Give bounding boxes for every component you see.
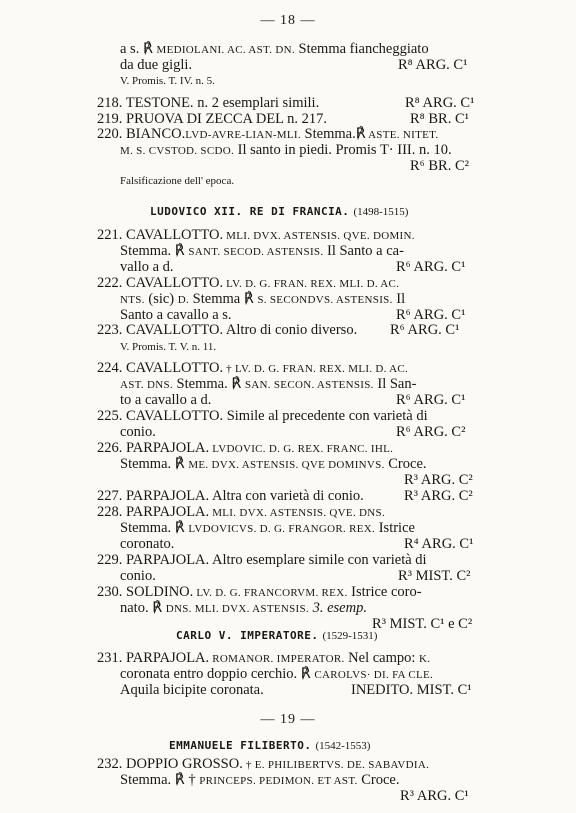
entry-227-rarity: R³ ARG. C² — [404, 488, 473, 504]
entry-224-line-1: 224. CAVALLOTTO. † LV. D. G. FRAN. REX. MLI. D. AC. — [97, 360, 409, 376]
entry-continuation-rarity: R⁸ ARG. C¹ — [398, 57, 468, 73]
section-heading-ludovico: LUDOVICO XII. RE DI FRANCIA. (1498-1515) — [150, 205, 409, 218]
promis-reference: V. Promis. T. IV. n. 5. — [120, 75, 215, 87]
entry-219: 219. PRUOVA DI ZECCA DEL n. 217. — [97, 111, 328, 127]
entry-229-line-2: conio. — [120, 568, 156, 584]
entry-222-line-1: 222. CAVALLOTTO. LV. D. G. FRAN. REX. MLI. D. AC. — [97, 275, 400, 291]
entry-228-line-3: coronato. — [120, 536, 175, 552]
entry-224-rarity: R⁶ ARG. C¹ — [396, 392, 466, 408]
entry-228-line-2: Stemma. ℟ LVDOVICVS. D. G. FRANGOR. REX. Istrice — [120, 520, 415, 536]
entry-219-rarity: R⁸ BR. C¹ — [410, 111, 469, 127]
entry-222-rarity: R⁶ ARG. C¹ — [396, 307, 466, 323]
entry-231-line-3: Aquila bicipite coronata. — [120, 682, 264, 698]
entry-220-rarity: R⁶ BR. C² — [410, 158, 469, 174]
section-heading-emmanuele: EMMANUELE FILIBERTO. (1542-1553) — [169, 739, 371, 752]
entry-continuation-line-1: a s. ℟ MEDIOLANI. AC. AST. DN. Stemma fiancheggiato — [120, 41, 429, 57]
entry-224-line-3: to a cavallo a d. — [120, 392, 212, 408]
entry-225-line-1: 225. CAVALLOTTO. Simile al precedente con varietà di — [97, 408, 428, 424]
entry-232-rarity: R³ ARG. C¹ — [400, 788, 469, 804]
entry-229-line-1: 229. PARPAJOLA. Altro esemplare simile con varietà di — [97, 552, 427, 568]
section-heading-carlo: CARLO V. IMPERATORE. (1529-1531) — [176, 629, 378, 642]
entry-222-line-3: Santo a cavallo a s. — [120, 307, 232, 323]
entry-226-rarity: R³ ARG. C² — [404, 472, 473, 488]
entry-220-line-1: 220. BIANCO.LVD-AVRE-LIAN-MLI. Stemma.℟ ASTE. NITET. — [97, 126, 439, 142]
entry-231-rarity: INEDITO. MIST. C¹ — [351, 682, 472, 698]
page-number-top: — 18 — — [260, 13, 316, 28]
entry-232-line-1: 232. DOPPIO GROSSO. † E. PHILIBERTVS. DE. SABAVDIA. — [97, 756, 430, 772]
entry-225-line-2: conio. — [120, 424, 156, 440]
promis-reference-2: V. Promis. T. V. n. 11. — [120, 341, 217, 353]
entry-221-rarity: R⁶ ARG. C¹ — [396, 259, 466, 275]
entry-229-rarity: R³ MIST. C² — [398, 568, 471, 584]
entry-218: 218. TESTONE. n. 2 esemplari simili. — [97, 95, 320, 111]
entry-228-rarity: R⁴ ARG. C¹ — [404, 536, 474, 552]
entry-221-line-1: 221. CAVALLOTTO. MLI. DVX. ASTENSIS. QVE. DOMIN. — [97, 227, 415, 243]
entry-218-rarity: R⁸ ARG. C¹ — [405, 95, 475, 111]
entry-227: 227. PARPAJOLA. Altra con varietà di conio. — [97, 488, 364, 504]
entry-221-line-3: vallo a d. — [120, 259, 174, 275]
entry-222-line-2: NTS. (sic) D. Stemma ℟ S. SECONDVS. ASTENSIS. Il — [120, 291, 406, 307]
falsificazione-note: Falsificazione dell' epoca. — [120, 175, 235, 187]
entry-223-rarity: R⁶ ARG. C¹ — [390, 322, 460, 338]
entry-223: 223. CAVALLOTTO. Altro di conio diverso. — [97, 322, 358, 338]
entry-231-line-2: coronata entro doppio cerchio. ℟ CAROLVS· DI. FA CLE. — [120, 666, 434, 682]
entry-224-line-2: AST. DNS. Stemma. ℟ SAN. SECON. ASTENSIS. Il San- — [120, 376, 417, 392]
entry-230-rarity: R³ MIST. C¹ e C² — [372, 616, 473, 632]
entry-220-line-2: M. S. CVSTOD. SCDO. Il santo in piedi. Promis T· III. n. 10. — [120, 142, 452, 158]
entry-231-line-1: 231. PARPAJOLA. ROMANOR. IMPERATOR. Nel campo: K. — [97, 650, 431, 666]
entry-221-line-2: Stemma. ℟ SANT. SECOD. ASTENSIS. Il Santo a ca- — [120, 243, 404, 259]
entry-232-line-2: Stemma. ℟ † PRINCEPS. PEDIMON. ET AST. Croce. — [120, 772, 400, 788]
entry-225-rarity: R⁶ ARG. C² — [396, 424, 466, 440]
entry-226-line-1: 226. PARPAJOLA. LVDOVIC. D. G. REX. FRANC. IHL. — [97, 440, 394, 456]
entry-230-line-1: 230. SOLDINO. LV. D. G. FRANCORVM. REX. Istrice coro- — [97, 584, 422, 600]
entry-230-line-2: nato. ℟ DNS. MLI. DVX. ASTENSIS. 3. esemp. — [120, 600, 367, 616]
page-number-bottom: — 19 — — [260, 712, 316, 727]
entry-continuation-line-2: da due gigli. — [120, 57, 193, 73]
entry-228-line-1: 228. PARPAJOLA. MLI. DVX. ASTENSIS. QVE. DNS. — [97, 504, 385, 520]
entry-226-line-2: Stemma. ℟ ME. DVX. ASTENSIS. QVE DOMINVS. Croce. — [120, 456, 427, 472]
